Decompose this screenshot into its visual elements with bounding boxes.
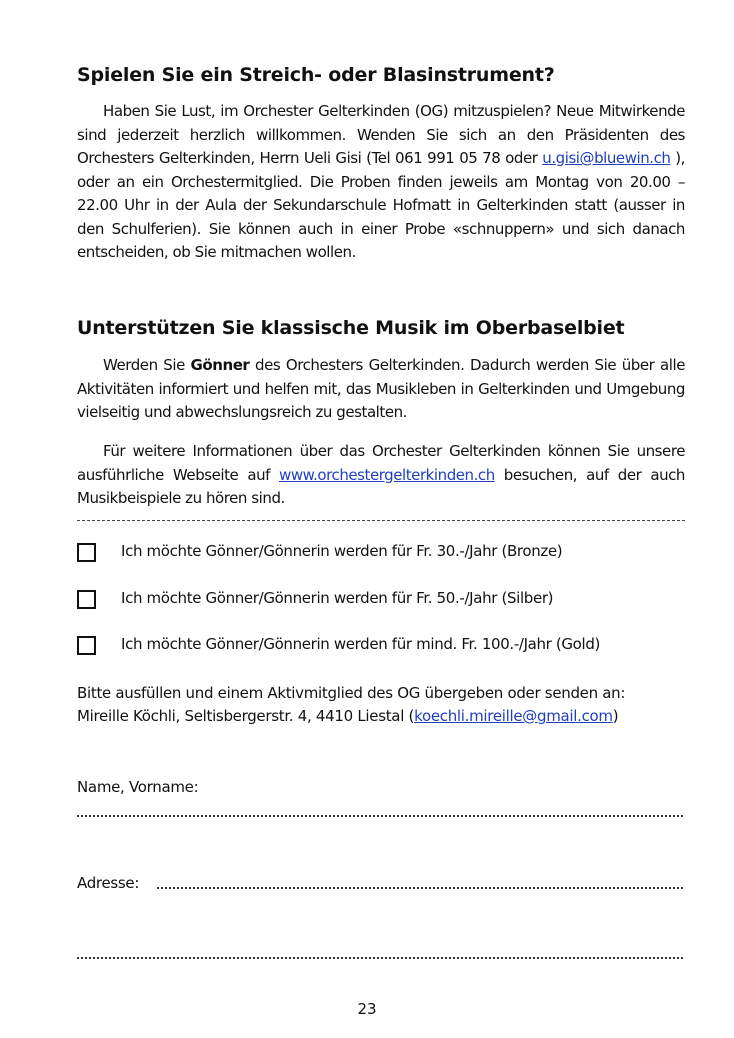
patron-bold-word: Gönner — [190, 356, 250, 374]
patron-text-2: des Orchesters Gelterkinden. Dadurch werden Sie über alle Aktivitäten informiert und helfen mit, das Musikleben in Gelterkinden und Umgebung vielseitig und abwechslungsreich zu gestalten. — [77, 356, 685, 421]
address-label: Adresse: — [77, 874, 140, 892]
recruitment-text-2: ), oder an ein Orchestermitglied. Die Proben finden jeweils am Montag von 20.00 – 22.00 Uhr in der Aula der Sekundarschule Hofmatt in Gelterkinden statt (ausser in den Schulferien). Sie können auch in einer Probe «schnuppern» und sich danach entscheiden, ob Sie mitmachen wollen. — [77, 149, 685, 261]
patron-text-1: Werden Sie — [103, 356, 191, 374]
option-gold[interactable] — [77, 635, 685, 657]
instruction-line-1: Bitte ausfüllen und einem Aktivmitglied des OG übergeben oder senden an: — [77, 684, 626, 702]
website-text-1: Für weitere Informationen über das Orchester Gelterkinden können Sie unsere ausführliche Webseite auf — [77, 442, 685, 484]
heading-instrument: Spielen Sie ein Streich- oder Blasinstrument? — [77, 64, 555, 86]
checkbox-gold[interactable] — [77, 636, 96, 655]
website-text-2: besuchen, auf der auch Musikbeispiele zu hören sind. — [77, 465, 685, 507]
name-label: Name, Vorname: — [77, 778, 199, 796]
option-gold-label: Ich möchte Gönner/Gönnerin werden für mind. Fr. 100.-/Jahr (Gold) — [121, 635, 601, 653]
website-link[interactable]: www.orchestergelterkinden.ch — [279, 465, 495, 484]
option-bronze[interactable] — [77, 542, 685, 564]
address-text: Mireille Köchli, Seltisbergerstr. 4, 4410 Liestal ( — [77, 707, 415, 725]
option-silver[interactable] — [77, 589, 685, 611]
instruction-close-paren: ) — [612, 707, 619, 725]
name-input-line[interactable] — [77, 815, 683, 817]
paragraph-recruitment — [77, 100, 685, 265]
address-input-line-2[interactable] — [77, 957, 683, 959]
instruction-line-2 — [77, 707, 618, 725]
cut-line — [77, 520, 685, 521]
address-input-line[interactable] — [157, 887, 683, 889]
email-link-gisi[interactable]: u.gisi@bluewin.ch — [542, 149, 671, 167]
page-number: 23 — [357, 1000, 377, 1018]
paragraph-patron — [77, 354, 685, 425]
paragraph-website — [77, 440, 685, 511]
option-bronze-label: Ich möchte Gönner/Gönnerin werden für Fr. 30.-/Jahr (Bronze) — [121, 542, 563, 560]
email-link-koechli[interactable]: koechli.mireille@gmail.com — [414, 707, 613, 725]
heading-support: Unterstützen Sie klassische Musik im Oberbaselbiet — [77, 317, 625, 339]
checkbox-bronze[interactable] — [77, 543, 96, 562]
recruitment-text-1: Haben Sie Lust, im Orchester Gelterkinden (OG) mitzuspielen? Neue Mitwirkende sind jederzeit herzlich willkommen. Wenden Sie sich an den Präsidenten des Orchesters Gelterkinden, Herrn Ueli Gisi (Tel 061 991 05 78 oder — [77, 102, 685, 167]
option-silver-label: Ich möchte Gönner/Gönnerin werden für Fr. 50.-/Jahr (Silber) — [121, 589, 554, 607]
checkbox-silver[interactable] — [77, 590, 96, 609]
